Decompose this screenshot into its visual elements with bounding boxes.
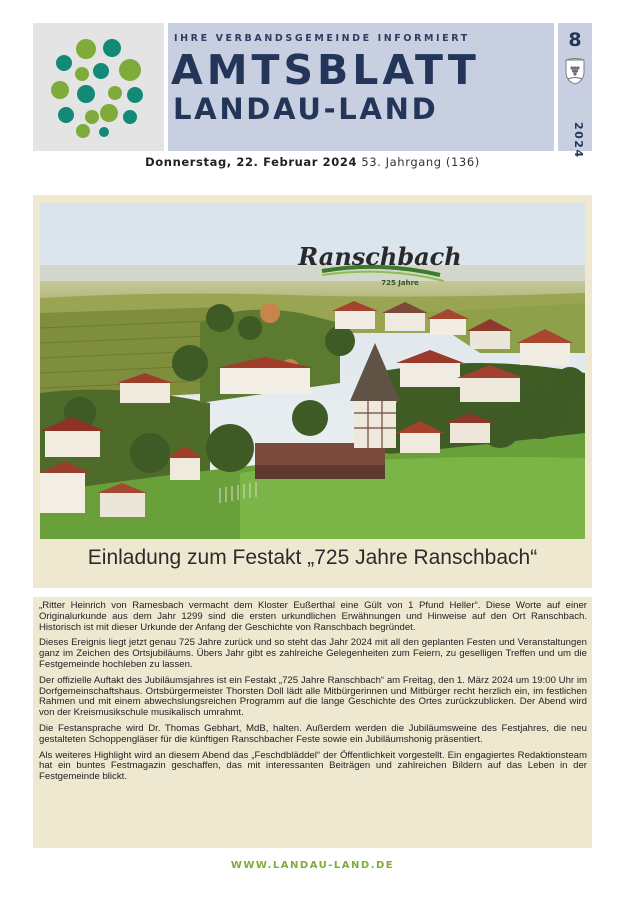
masthead (168, 23, 554, 151)
cover-photo (40, 203, 585, 539)
issue-number: 8 (568, 29, 582, 51)
issue-box (558, 23, 592, 159)
issue-volume: 53. Jahrgang (136) (361, 155, 480, 169)
coat-of-arms-icon (564, 57, 586, 85)
issue-date: Donnerstag, 22. Februar 2024 (145, 155, 358, 169)
article-paragraph: Als weiteres Highlight wird an diesem Abend das „Feschdbläddel“ der Öffentlichkeit vorgestellt. Ein engagiertes Redaktionsteam hat ein buntes Festmagazin geschaffen, das mit interessanten Beiträgen und zahlreichen Bildern auf das Leben in der Festgemeinde blickt. (39, 749, 587, 783)
article-paragraph: Der offizielle Auftakt des Jubiläumsjahres ist ein Festakt „725 Jahre Ranschbach“ am Freitag, den 1. März 2024 um 19:00 Uhr im Dorfgemeinschaftshaus. Ortsbürgermeister Thorsten Doll lädt alle Mitbürgerinnen und Mitbürger recht herzlich ein, im festlichen Rahmen und mit einem abwechslungsreichen Programm auf die lange Geschichte des Ortes zurückzublicken. Der Abend wird von der Kreismusikschule musikalisch umrahmt. (39, 674, 587, 719)
article-body (33, 597, 592, 848)
dateline (0, 155, 625, 169)
verbandsgemeinde-logo (33, 23, 164, 151)
website-link[interactable]: WWW.LANDAU-LAND.DE (230, 860, 395, 871)
masthead-title: AMTSBLATT (171, 46, 480, 94)
cover-headline: Einladung zum Festakt „725 Jahre Ranschbach“ (87, 546, 538, 569)
ranschbach-wordmark-subtitle: 725 Jahre (381, 279, 419, 287)
article-paragraph: Die Festansprache wird Dr. Thomas Gebhart, MdB, halten. Außerdem werden die Jubiläumsweine des Festjahres, die neu gestalteten Schoppengläser für die künftigen Ranschbacher Feste sowie ein Jubiläumshonig präsentiert. (39, 722, 587, 745)
cover-story (33, 195, 592, 588)
masthead-subtitle: LANDAU-LAND (173, 92, 439, 126)
ranschbach-wordmark: Ranschbach (298, 242, 462, 271)
village-landscape-image (40, 203, 585, 539)
issue-year: 2024 (572, 122, 585, 159)
article-paragraph: „Ritter Heinrich von Ramesbach vermacht dem Kloster Eußerthal eine Gült von 1 Pfund Heller“. Diese Worte auf einer Originalurkunde aus dem Jahr 1299 sind die ersten urkundlichen Erwähnungen und Hinweise auf den Ort Ranschbach. Historisch ist mit dieser Urkunde der Anfang der Geschichte von Ranschbach begründet. (39, 600, 587, 633)
article-paragraph: Dieses Ereignis liegt jetzt genau 725 Jahre zurück und so steht das Jahr 2024 mit all den geplanten Festen und Veranstaltungen ganz im Zeichen des Ortsjubiläums. Übers Jahr gibt es zahlreiche Gelegenheiten zum Feiern, zu geselligen Treffen und um die Festgemeinde hochleben zu lassen. (39, 637, 587, 670)
masthead-tagline: IHRE VERBANDSGEMEINDE INFORMIERT (174, 33, 470, 44)
dots-logo-icon (33, 23, 164, 151)
